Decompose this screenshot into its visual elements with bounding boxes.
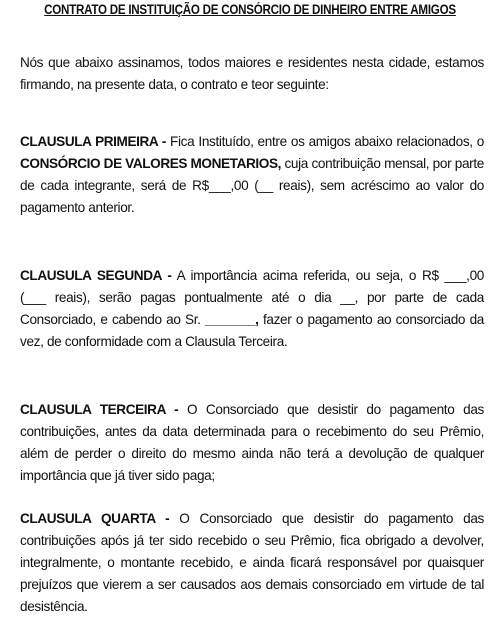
clause-segunda: [20, 265, 484, 353]
clause-segunda-text-b: fazer o pagamento ao consorciado da vez, de conformidade com a Clausula Terceira.: [20, 312, 484, 349]
clause-quarta: [20, 508, 484, 618]
clause-primeira-emphasis: CONSÓRCIO DE VALORES MONETARIOS,: [20, 156, 281, 171]
clause-segunda-heading: CLAUSULA SEGUNDA -: [20, 268, 172, 283]
clause-quarta-text: O Consorciado que desistir do pagamento das contribuições após já ter sido recebido o seu Prêmio, fica obrigado a devolver, integralmente, o montante recebido, e ainda ficará responsável por quaisquer prejuízos que vierem a ser causados aos demais consorciado em virtude de tal desistência.: [20, 511, 485, 614]
clause-terceira-heading: CLAUSULA TERCEIRA -: [20, 402, 179, 417]
intro-paragraph: Nós que abaixo assinamos, todos maiores e residentes nesta cidade, estamos firmando, na presente data, o contrato e teor seguinte:: [20, 55, 484, 92]
clause-terceira-text: O Consorciado que desistir do pagamento das contribuições, antes da data determinada para o recebimento do seu Prêmio, além de perder o direito do mesmo ainda não terá a devolução de qualquer importância que já tiver sido paga;: [20, 402, 484, 483]
clause-primeira-heading: CLAUSULA PRIMEIRA -: [20, 134, 166, 149]
clause-primeira-text-a: Fica Instituído, entre os amigos abaixo relacionados, o: [165, 134, 484, 149]
document-title: CONTRATO DE INSTITUIÇÃO DE CONSÓRCIO DE DINHEIRO ENTRE AMIGOS: [44, 2, 456, 17]
clause-terceira: [20, 399, 484, 487]
clause-segunda-emphasis: _______,: [205, 312, 259, 327]
clause-quarta-heading: CLAUSULA QUARTA -: [20, 511, 170, 526]
clause-segunda-text-a: A importância acima referida, ou seja, o R$ ___,00 (___ reais), serão pagas pontualmente até o dia __, por parte de cada Consorciado, e cabendo ao Sr.: [20, 268, 485, 327]
clause-primeira-text-b: cuja contribuição mensal, por parte de cada integrante, será de R$___,00 (__ reais), sem acréscimo ao valor do pagamento anterior.: [20, 156, 484, 215]
clause-primeira: [20, 131, 484, 219]
